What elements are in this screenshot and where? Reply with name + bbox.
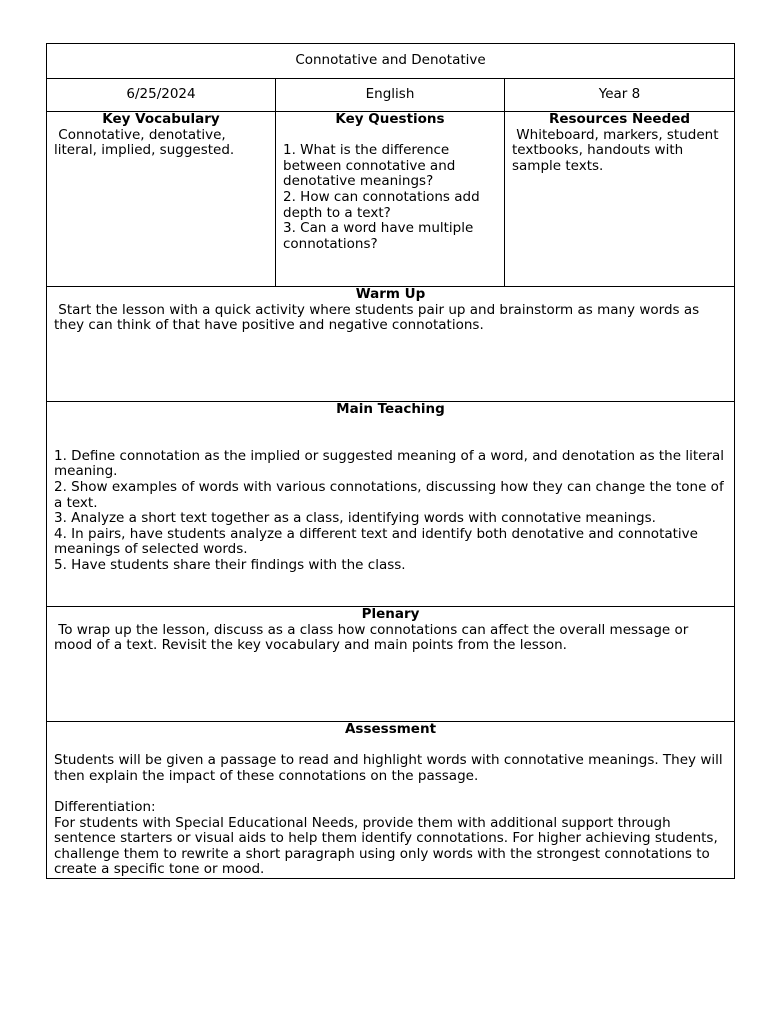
key-vocabulary-text: Connotative, denotative, literal, implied, suggested. [54, 126, 235, 159]
lesson-plan-table [46, 43, 735, 879]
plenary-heading: Plenary [361, 606, 420, 622]
warm-up-heading: Warm Up [355, 286, 426, 302]
main-teaching-text: 1. Define connotation as the implied or suggested meaning of a word, and denotation as the literal meaning. 2. Show examples of words with various connotations, discussing how they can change the tone of a text. 3. Analyze a short text together as a class, identifying words with connotative meanings. 4. In pairs, have students analyze a different text and identify both denotative and connotative meanings of selected words. 5. Have students share their findings with the class. [54, 447, 725, 573]
key-questions-heading: Key Questions [335, 111, 445, 127]
main-teaching-heading: Main Teaching [336, 401, 445, 417]
lesson-date: 6/25/2024 [47, 79, 276, 112]
warm-up-text: Start the lesson with a quick activity where students pair up and brainstorm as many words as they can think of that have positive and negative connotations. [54, 301, 704, 334]
assessment-heading: Assessment [344, 721, 437, 737]
key-questions-text: 1. What is the difference between connotative and denotative meanings? 2. How can connotations add depth to a text? 3. Can a word have multiple connotations? [283, 142, 480, 252]
lesson-plan [46, 43, 734, 879]
key-questions-cell [276, 112, 505, 287]
assessment-text: Students will be given a passage to read and highlight words with connotative meanings. They will then explain the impact of these connotations on the passage. Differentiation: For students with Special Educational Needs, provide them with additional support through sentence starters or visual aids to help them identify connotations. For higher achieving students, challenge them to rewrite a short paragraph using only words with the strongest connotations to create a specific tone or mood. [54, 752, 723, 878]
plenary-section [47, 607, 735, 722]
key-vocabulary-cell [47, 112, 276, 287]
warm-up-section [47, 287, 735, 402]
plenary-text: To wrap up the lesson, discuss as a class how connotations can affect the overall message or mood of a text. Revisit the key vocabulary and main points from the lesson. [54, 621, 693, 654]
resources-needed-cell [505, 112, 735, 287]
main-teaching-section [47, 402, 735, 607]
lesson-year: Year 8 [505, 79, 735, 112]
lesson-title: Connotative and Denotative [47, 44, 735, 79]
key-vocabulary-heading: Key Vocabulary [102, 111, 220, 127]
resources-needed-text: Whiteboard, markers, student textbooks, handouts with sample texts. [512, 126, 723, 174]
resources-needed-heading: Resources Needed [548, 111, 691, 127]
assessment-section [47, 722, 735, 879]
lesson-subject: English [276, 79, 505, 112]
